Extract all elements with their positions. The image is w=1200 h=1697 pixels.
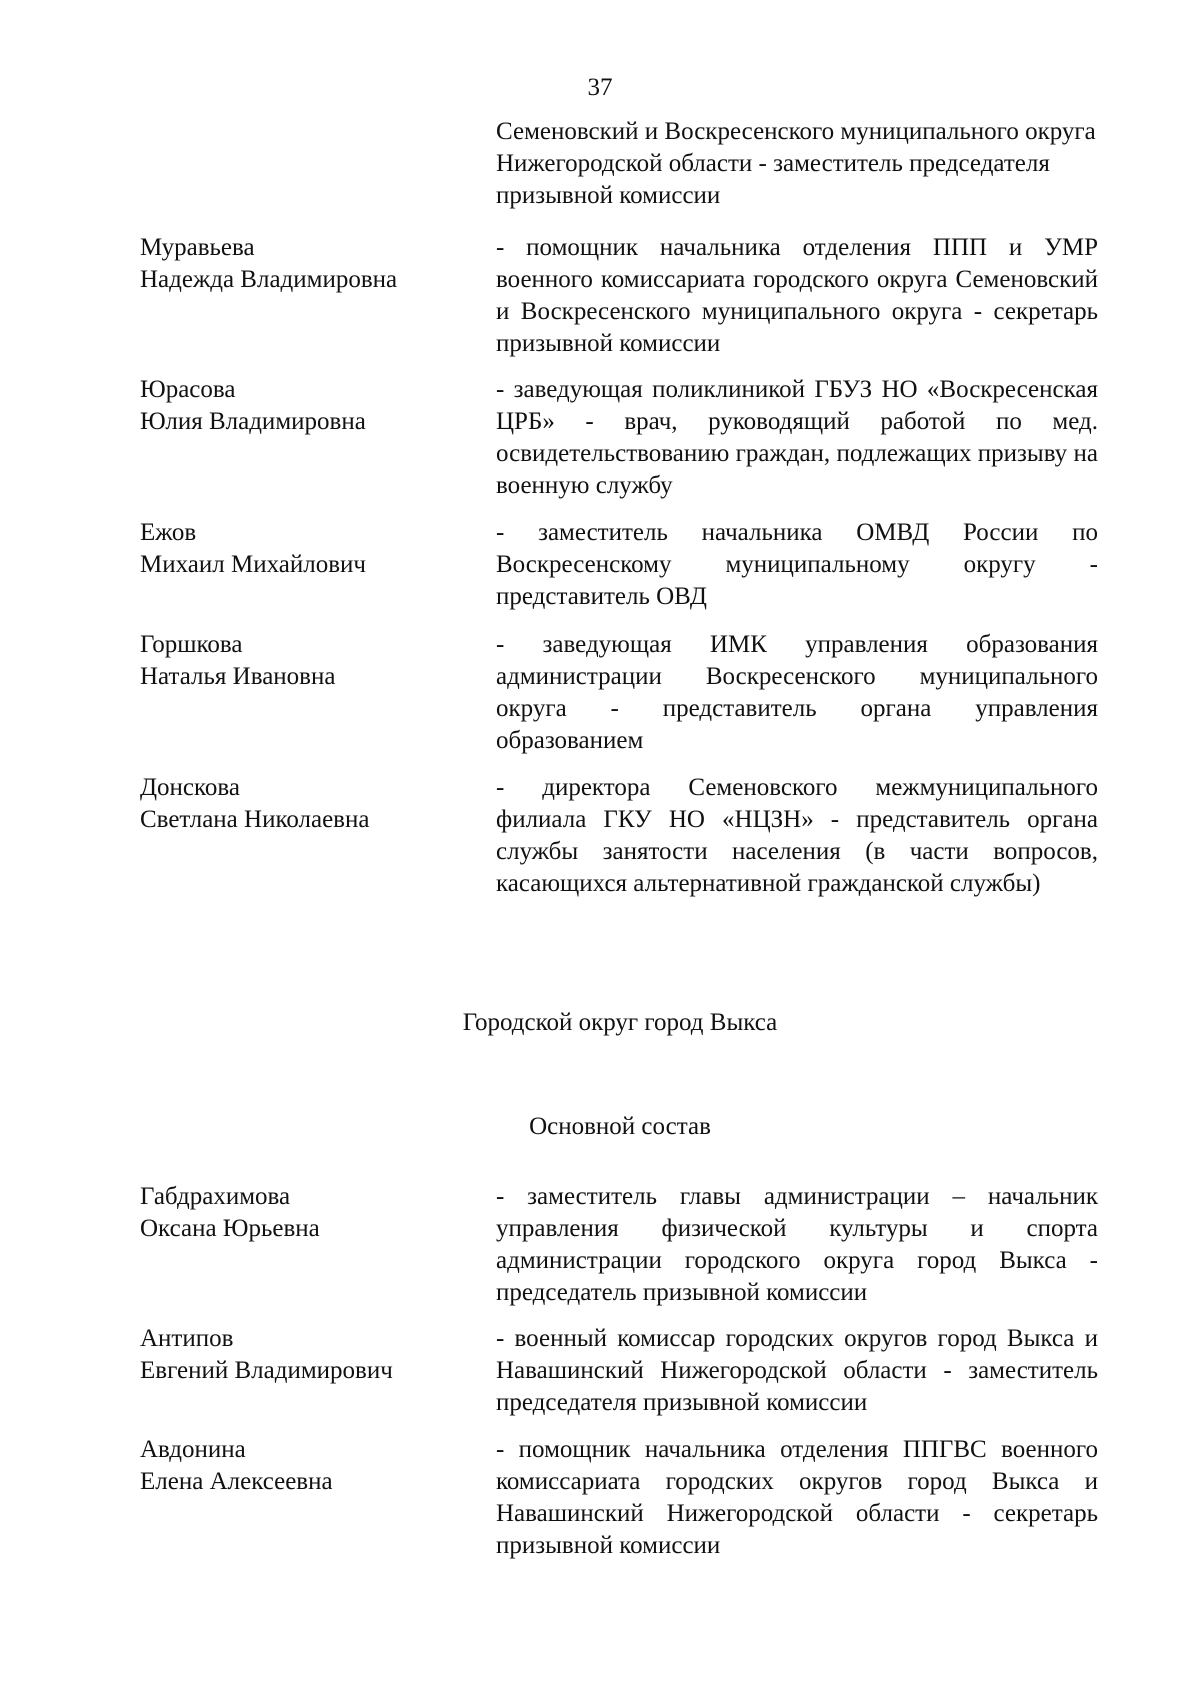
member-name bbox=[140, 374, 480, 438]
member-name bbox=[140, 517, 480, 581]
member-given-name: Михаил Михайлович bbox=[140, 551, 366, 578]
member-name bbox=[140, 1323, 480, 1387]
member-surname: Муравьева bbox=[140, 234, 255, 261]
member-given-name: Наталья Ивановна bbox=[140, 663, 336, 690]
member-given-name: Елена Алексеевна bbox=[140, 1468, 333, 1495]
member-given-name: Евгений Владимирович bbox=[140, 1357, 393, 1384]
member-name bbox=[140, 1181, 480, 1245]
member-given-name: Юлия Владимировна bbox=[140, 408, 366, 435]
member-role: - заместитель главы администрации – начальник управления физической культуры и спорта администрации городского округа город Выкса - председатель призывной комиссии bbox=[496, 1183, 1098, 1306]
member-surname: Авдонина bbox=[140, 1436, 246, 1463]
member-role: - помощник начальника отделения ППГВС военного комиссариата городских округов город Выкса и Навашинский Нижегородской области - секретарь призывной комиссии bbox=[496, 1436, 1098, 1559]
member-role: - директора Семеновского межмуниципального филиала ГКУ НО «НЦЗН» - представитель органа службы занятости населения (в части вопросов, касающихся альтернативной гражданской службы) bbox=[496, 774, 1098, 897]
member-role: - заведующая ИМК управления образования администрации Воскресенского муниципального округа - представитель органа управления образованием bbox=[496, 631, 1098, 754]
member-surname: Антипов bbox=[140, 1325, 234, 1352]
section-heading: Основной состав bbox=[529, 1113, 711, 1140]
member-surname: Ежов bbox=[140, 519, 197, 546]
member-role: - заместитель начальника ОМВД России по Воскресенскому муниципальному округу - представитель ОВД bbox=[496, 519, 1098, 610]
member-role: - помощник начальника отделения ППП и УМР военного комиссариата городского округа Семеновский и Воскресенского муниципального округа - секретарь призывной комиссии bbox=[496, 234, 1098, 357]
member-surname: Юрасова bbox=[140, 376, 236, 403]
member-given-name: Светлана Николаевна bbox=[140, 806, 370, 833]
member-surname: Донскова bbox=[140, 774, 240, 801]
member-surname: Габдрахимова bbox=[140, 1183, 291, 1210]
member-name bbox=[140, 1434, 480, 1498]
member-given-name: Надежда Владимировна bbox=[140, 266, 398, 293]
page-number: 37 bbox=[587, 74, 613, 101]
district-heading: Городской округ город Выкса bbox=[462, 1009, 778, 1036]
member-surname: Горшкова bbox=[140, 631, 243, 658]
continuation-text: Семеновский и Воскресенского муниципального округа Нижегородской области - заместитель председателя призывной комиссии bbox=[496, 118, 1096, 209]
member-given-name: Оксана Юрьевна bbox=[140, 1215, 320, 1242]
member-role: - заведующая поликлиникой ГБУЗ НО «Воскресенская ЦРБ» - врач, руководящий работой по мед. освидетельствованию граждан, подлежащих призыву на военную службу bbox=[496, 376, 1098, 499]
member-name bbox=[140, 629, 480, 693]
member-name bbox=[140, 232, 480, 296]
member-name bbox=[140, 772, 480, 836]
member-role: - военный комиссар городских округов город Выкса и Навашинский Нижегородской области - заместитель председателя призывной комиссии bbox=[496, 1325, 1098, 1416]
